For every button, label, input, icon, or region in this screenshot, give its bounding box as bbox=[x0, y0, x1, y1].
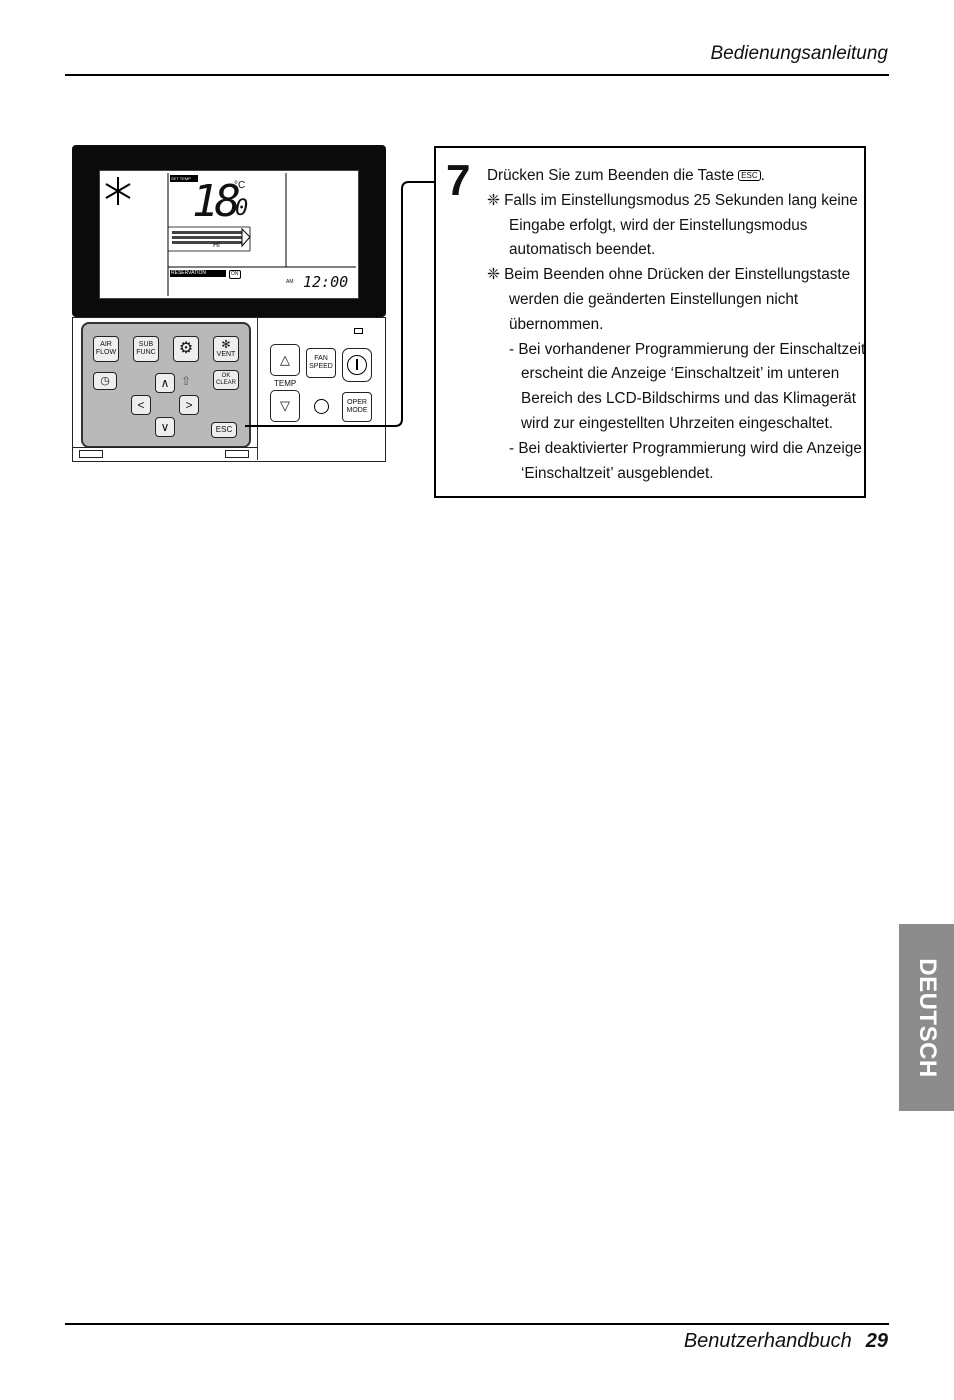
step-intro-line bbox=[487, 164, 859, 189]
fan-icon: ✻ bbox=[221, 338, 231, 351]
vent-button[interactable] bbox=[213, 336, 239, 362]
sub2-line2: ‘Einschaltzeit’ ausgeblendet. bbox=[521, 464, 714, 482]
esc-key-icon: ESC bbox=[738, 170, 760, 181]
temperature-value: 18 bbox=[192, 176, 237, 227]
chevron-left-icon: < bbox=[137, 398, 145, 412]
chevron-down-icon: ∨ bbox=[160, 420, 170, 434]
oper-label: OPER bbox=[347, 399, 367, 406]
page-number: 29 bbox=[865, 1330, 888, 1352]
remote-hinge bbox=[73, 447, 257, 459]
timer-button[interactable] bbox=[93, 372, 117, 390]
step-intro: Drücken Sie zum Beenden die Taste bbox=[487, 167, 735, 184]
keypad-right-panel bbox=[257, 318, 385, 460]
ok-label: OK bbox=[221, 373, 231, 379]
remote-display-housing bbox=[72, 145, 386, 317]
power-button[interactable] bbox=[342, 348, 372, 382]
on-badge: ON bbox=[231, 271, 239, 277]
keypad-left-panel bbox=[81, 322, 251, 448]
ampm-label: AM bbox=[286, 279, 294, 285]
triangle-up-icon: △ bbox=[280, 352, 290, 367]
remote-controller-illustration bbox=[72, 145, 386, 462]
power-icon bbox=[347, 355, 367, 375]
step-text bbox=[487, 164, 866, 486]
step-number: 7 bbox=[446, 156, 471, 205]
up-arrow-button[interactable] bbox=[155, 373, 175, 393]
sub-func-button[interactable] bbox=[133, 336, 159, 362]
triangle-down-icon: ▽ bbox=[280, 398, 290, 413]
esc-label: ESC bbox=[215, 425, 233, 434]
air-flow-button[interactable] bbox=[93, 336, 119, 362]
footer bbox=[684, 1330, 888, 1353]
gear-icon: ⚙ bbox=[178, 340, 194, 357]
temp-down-button[interactable] bbox=[270, 390, 300, 422]
note1-line3: automatisch beendet. bbox=[509, 241, 656, 259]
footer-rule bbox=[65, 1323, 889, 1325]
fan-label: FAN bbox=[314, 355, 328, 362]
note2-line1: ❈ Beim Beenden ohne Drücken der Einstellungstaste bbox=[487, 266, 851, 284]
language-tab-label: DEUTSCH bbox=[913, 957, 941, 1078]
language-tab bbox=[899, 924, 954, 1111]
set-temp-label: SET TEMP bbox=[171, 176, 191, 181]
clock-time: 12:00 bbox=[303, 273, 349, 291]
lcd-screen bbox=[99, 170, 359, 299]
sub-func-label-2: FUNC bbox=[136, 349, 156, 356]
home-icon: ⇧ bbox=[181, 374, 192, 388]
step-intro-end: . bbox=[760, 167, 765, 184]
ok-clear-button[interactable] bbox=[213, 370, 239, 390]
header-rule bbox=[65, 74, 889, 76]
power-indicator-led bbox=[354, 328, 363, 334]
speed-label: SPEED bbox=[309, 363, 333, 370]
oper-mode-button[interactable] bbox=[342, 392, 372, 422]
temperature-unit: °C bbox=[234, 180, 246, 191]
chevron-right-icon: > bbox=[185, 398, 193, 412]
sub1-line4: wird zur eingestellten Uhrzeiten eingeschaltet. bbox=[521, 414, 834, 432]
chevron-up-icon: ∧ bbox=[160, 376, 170, 390]
remote-keypad-housing bbox=[72, 317, 386, 462]
sub-func-label-1: SUB bbox=[138, 341, 154, 348]
header-title: Bedienungsanleitung bbox=[710, 43, 888, 64]
status-circle-icon bbox=[314, 399, 329, 414]
air-flow-label-2: FLOW bbox=[95, 349, 117, 356]
fan-level-label: HI bbox=[213, 242, 220, 249]
fan-speed-bars bbox=[172, 229, 250, 246]
temp-up-button[interactable] bbox=[270, 344, 300, 376]
note1-line2: Eingabe erfolgt, wird der Einstellungsmodus bbox=[509, 216, 808, 234]
temp-label: TEMP bbox=[274, 379, 297, 388]
vent-label: VENT bbox=[216, 350, 236, 358]
sub2-line1: - Bei deaktivierter Programmierung wird die Anzeige bbox=[509, 439, 862, 457]
cool-mode-icon bbox=[106, 177, 130, 205]
clear-label: CLEAR bbox=[215, 380, 236, 386]
air-flow-label-1: AIR bbox=[100, 341, 112, 348]
right-arrow-button[interactable] bbox=[179, 395, 199, 415]
settings-button[interactable] bbox=[173, 336, 199, 362]
note2-line3: übernommen. bbox=[509, 315, 604, 333]
left-arrow-button[interactable] bbox=[131, 395, 151, 415]
reservation-label: RESERVATION bbox=[171, 270, 207, 276]
sub1-line2: erscheint die Anzeige ‘Einschaltzeit’ im unteren bbox=[521, 365, 840, 383]
note1-line1: ❈ Falls im Einstellungsmodus 25 Sekunden lang keine bbox=[487, 191, 858, 209]
temperature-decimal: 0 bbox=[235, 196, 249, 221]
step-7-box bbox=[434, 146, 866, 498]
sub1-line1: - Bei vorhandener Programmierung der Einschaltzeit bbox=[509, 340, 866, 358]
clock-icon: ◷ bbox=[100, 375, 110, 387]
footer-manual-title: Benutzerhandbuch bbox=[683, 1330, 852, 1352]
fan-speed-button[interactable] bbox=[306, 348, 336, 378]
down-arrow-button[interactable] bbox=[155, 417, 175, 437]
note2-line2: werden die geänderten Einstellungen nicht bbox=[509, 290, 799, 308]
mode-label: MODE bbox=[346, 407, 368, 414]
esc-button[interactable] bbox=[211, 422, 237, 438]
sub1-line3: Bereich des LCD-Bildschirms und das Klimagerät bbox=[521, 390, 856, 408]
